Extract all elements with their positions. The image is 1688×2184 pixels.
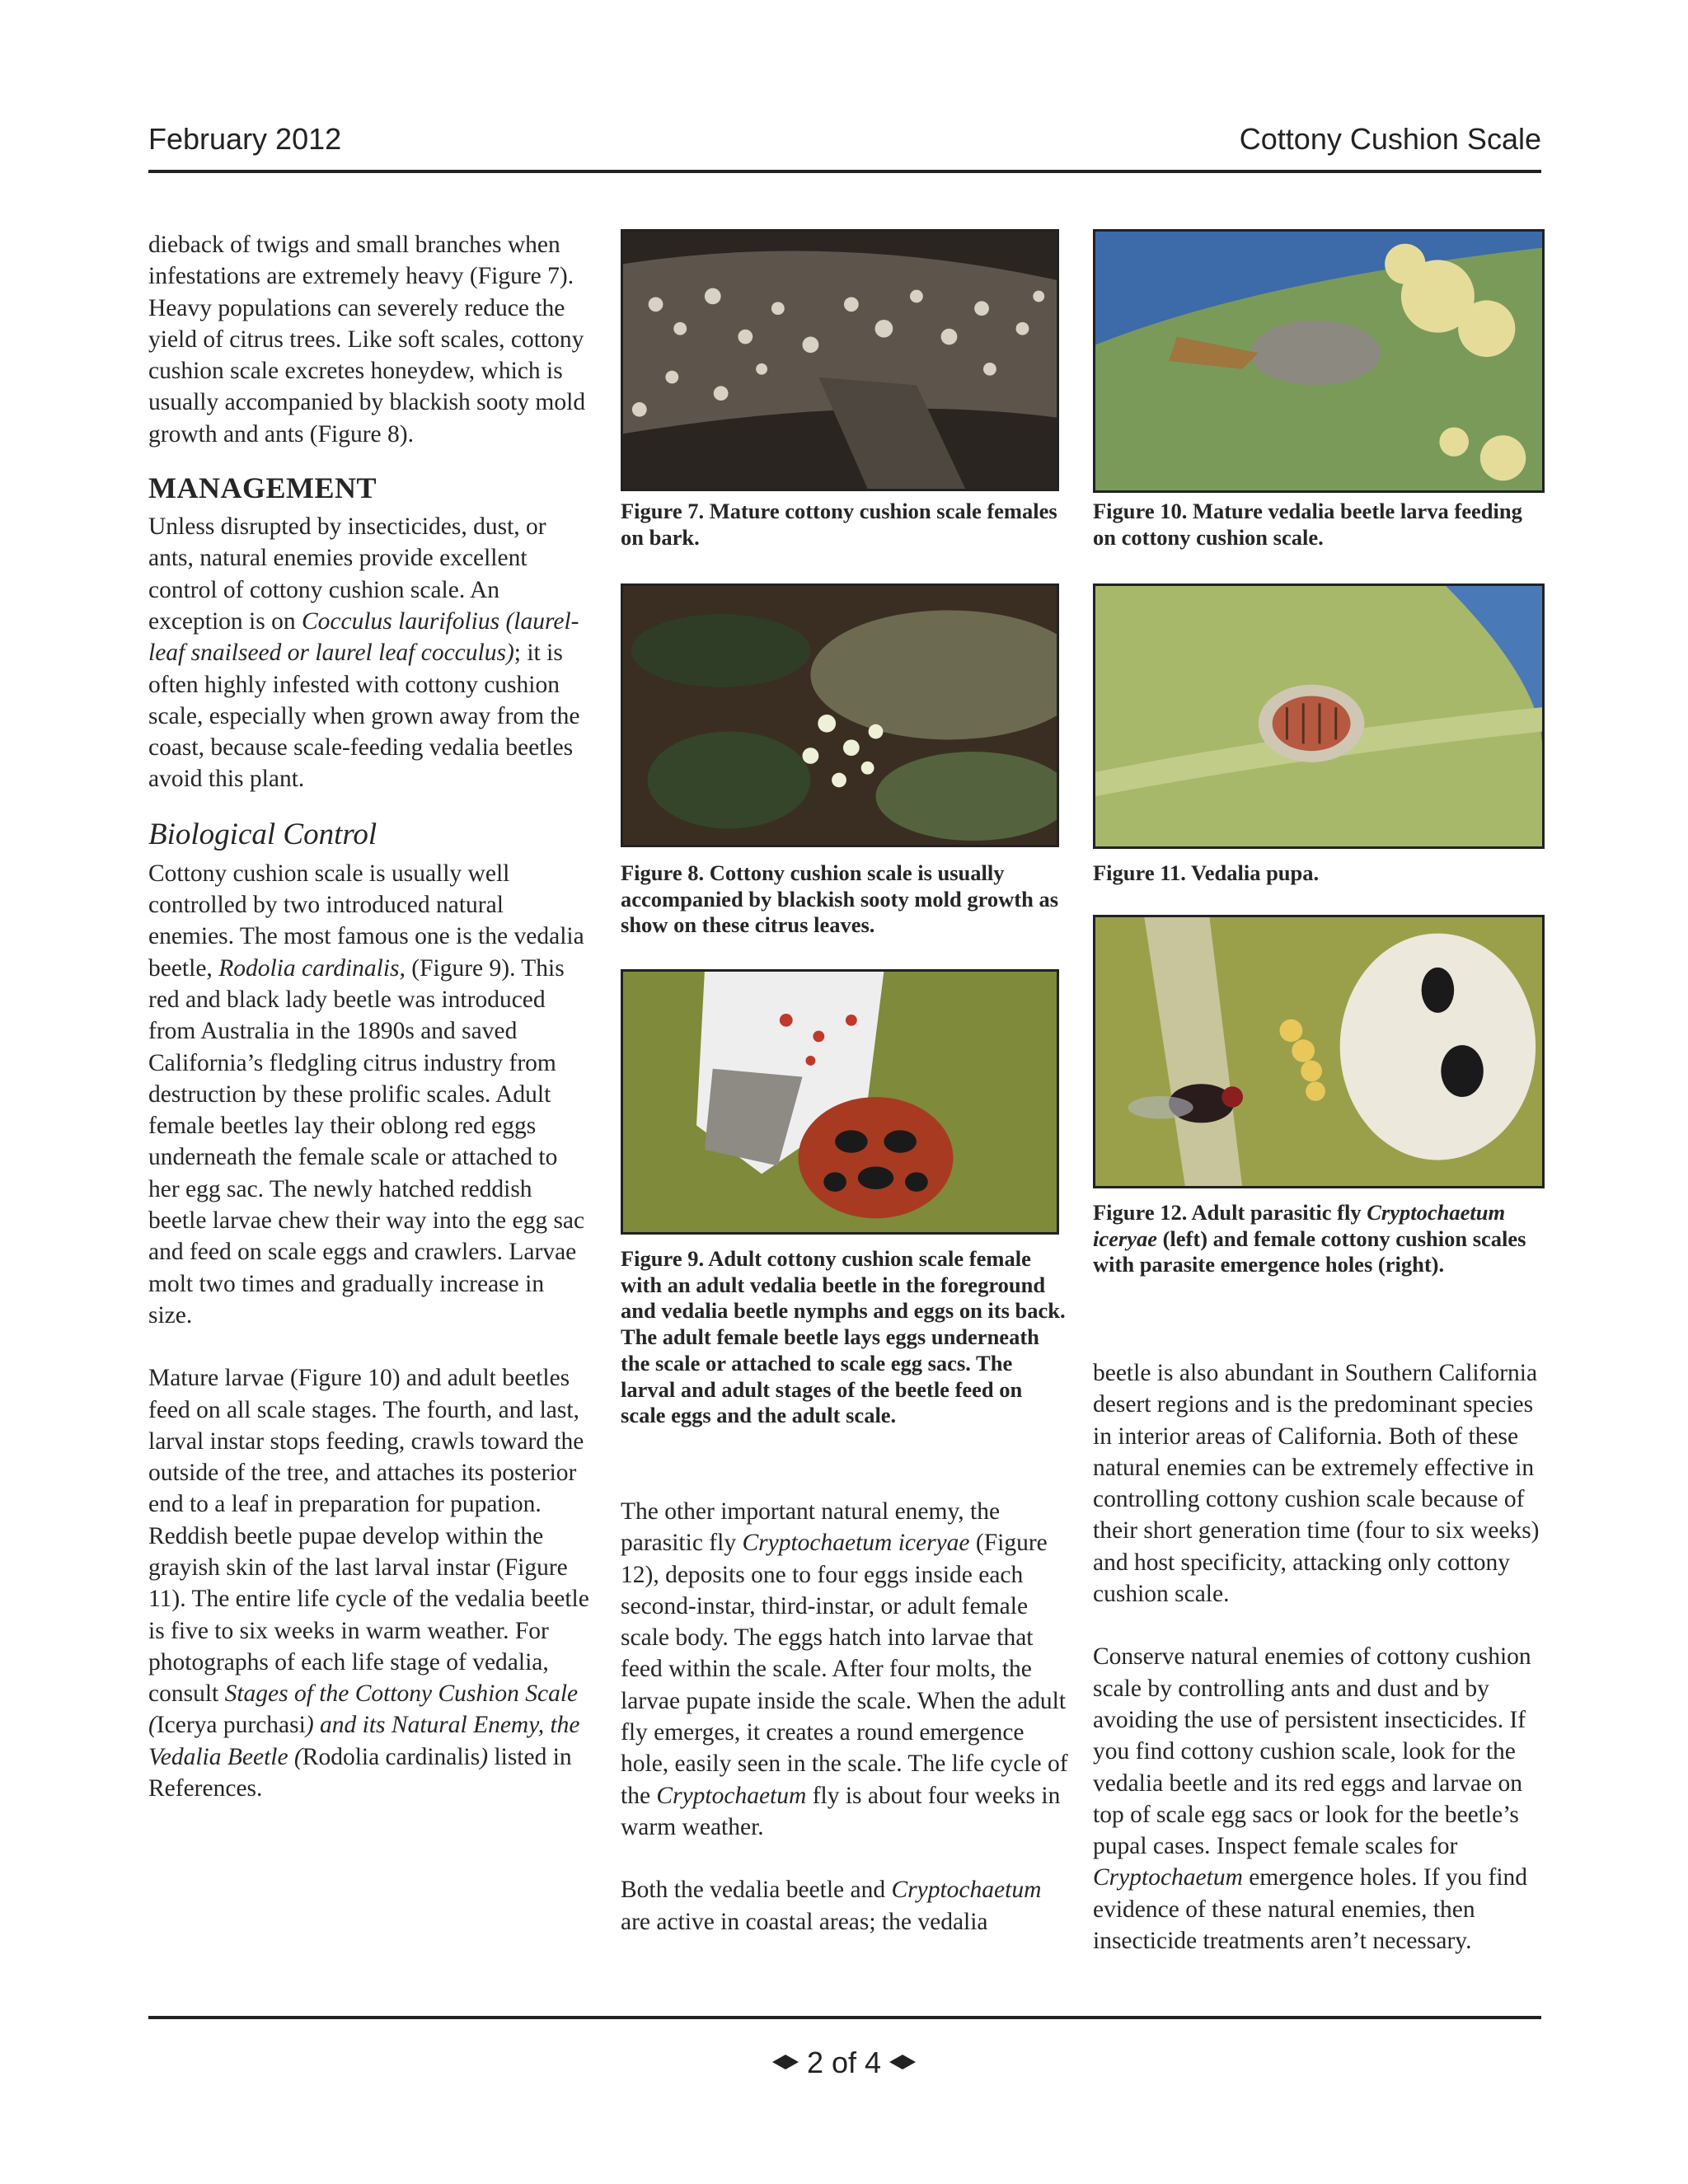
figure-9-caption: Figure 9. Adult cottony cushion scale female with an adult vedalia beetle in the foreground and vedalia beetle nymphs and eggs on its back. The adult female beetle lays eggs underneath the scale or attached to scale egg sacs. The larval and adult stages of the beetle feed on scale eggs and the adult scale.	[621, 1246, 1066, 1428]
paragraph: Unless disrupted by insecticides, dust, or ants, natural enemies provide excellent control of cottony cushion scale. An exception is on Cocculus laurifolius (laurel-leaf snailseed or laurel leaf cocculus); it is often highly infested with cottony cushion scale, especially when grown away from the coast, because scale-feeding vedalia beetles avoid this plant.	[148, 513, 580, 793]
figure-8-photo	[621, 583, 1059, 847]
paragraph: beetle is also abundant in Southern California desert regions and is the predominant species in interior areas of California. Both of these natural enemies can be extremely effective in controlling cottony cushion scale because of their short generation time (four to six weeks) and host specificity, attacking only cottony cushion scale.	[1093, 1360, 1540, 1608]
paragraph: Conserve natural enemies of cottony cushion scale by controlling ants and dust and by avoiding the use of persistent insecticides. If you find cottony cushion scale, look for the vedalia beetle and its red eggs and larvae on top of scale egg sacs or look for the beetle’s pupal cases. Inspect female scales for Cryptochaetum emergence holes. If you find evidence of these natural enemies, then insecticide treatments aren’t necessary.	[1093, 1643, 1531, 1955]
figure-12-photo	[1093, 915, 1545, 1188]
column-1	[148, 229, 589, 1804]
paragraph: The other important natural enemy, the parasitic fly Cryptochaetum iceryae (Figure 12), deposits one to four eggs inside each second-instar, third-instar, or adult female scale body. The eggs hatch into larvae that feed within the scale. After four molts, the larvae pupate inside the scale. When the adult fly emerges, it creates a round emergence hole, easily seen in the scale. The life cycle of the Cryptochaetum fly is about four weeks in warm weather.	[621, 1498, 1068, 1840]
paragraph: dieback of twigs and small branches when infestations are extremely heavy (Figure 7). Heavy populations can severely reduce the yield of citrus trees. Like soft scales, cottony cushion scale excretes honeydew, which is usually accompanied by blackish sooty mold growth and ants (Figure 8).	[148, 232, 586, 448]
diamond-left-icon	[889, 2055, 903, 2069]
footer-rule	[148, 2016, 1541, 2019]
figure-10-caption: Figure 10. Mature vedalia beetle larva feeding on cottony cushion scale.	[1093, 499, 1522, 550]
figure-7-caption: Figure 7. Mature cottony cushion scale females on bark.	[621, 499, 1057, 550]
header-title: Cottony Cushion Scale	[1239, 122, 1541, 156]
diamond-left-icon	[772, 2055, 785, 2069]
figure-9-photo	[621, 969, 1059, 1235]
paragraph: Cottony cushion scale is usually well controlled by two introduced natural enemies. The most famous one is the vedalia beetle, Rodolia cardinalis, (Figure 9). This red and black lady beetle was introduced from Australia in the 1890s and saved California’s fledgling citrus industry from destruction by these prolific scales. Adult female beetles lay their oblong red eggs underneath the female scale or attached to her egg sac. The newly hatched reddish beetle larvae chew their way into the egg sac and feed on scale eggs and crawlers. Larvae molt two times and gradually increase in size.	[148, 860, 585, 1329]
biological-control-heading: Biological Control	[148, 817, 377, 851]
figure-10-photo	[1093, 229, 1545, 493]
column-3	[1093, 1357, 1546, 1957]
column-2	[621, 1496, 1074, 1938]
figure-7-photo	[621, 229, 1059, 491]
header-rule	[148, 170, 1541, 173]
management-heading: MANAGEMENT	[148, 471, 377, 505]
diamond-right-icon	[903, 2055, 916, 2069]
figure-11-caption: Figure 11. Vedalia pupa.	[1093, 860, 1320, 885]
paragraph: Both the vedalia beetle and Cryptochaetum are active in coastal areas; the vedalia	[621, 1877, 1042, 1935]
page-number: 2 of 4	[0, 2046, 1688, 2080]
figure-12-caption: Figure 12. Adult parasitic fly Cryptochaetum iceryae (left) and female cottony cushion scales with parasite emergence holes (right).	[1093, 1200, 1526, 1277]
figure-11-photo	[1093, 583, 1545, 849]
figure-8-caption: Figure 8. Cottony cushion scale is usually accompanied by blackish sooty mold growth as show on these citrus leaves.	[621, 860, 1059, 938]
paragraph: Mature larvae (Figure 10) and adult beetles feed on all scale stages. The fourth, and last, larval instar stops feeding, crawls toward the outside of the tree, and attaches its posterior end to a leaf in preparation for pupation. Reddish beetle pupae develop within the grayish skin of the last larval instar (Figure 11). The entire life cycle of the vedalia beetle is five to six weeks in warm weather. For photographs of each life stage of vedalia, consult Stages of the Cottony Cushion Scale (Icerya purchasi) and its Natural Enemy, the Vedalia Beetle (Rodolia cardinalis) listed in References.	[148, 1365, 589, 1802]
header-date: February 2012	[148, 122, 342, 156]
diamond-right-icon	[785, 2055, 799, 2069]
